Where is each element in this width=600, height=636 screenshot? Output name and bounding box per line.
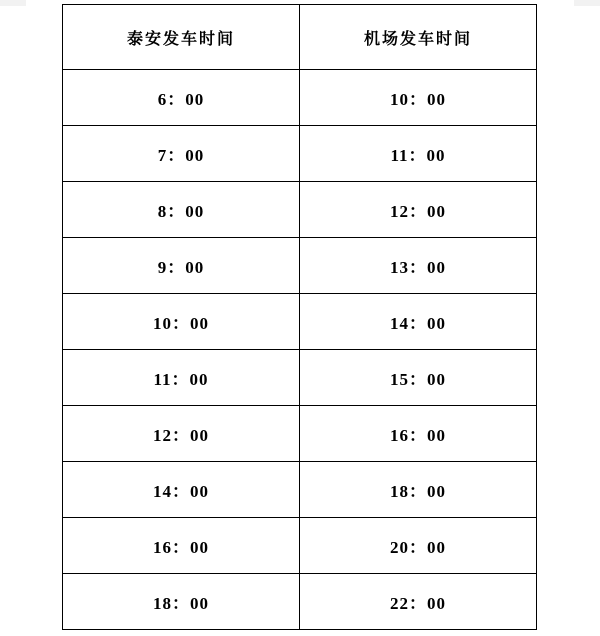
table-row	[63, 182, 537, 238]
cell-airport-time: 14：00	[300, 294, 537, 350]
cell-taian-time: 8：00	[63, 182, 300, 238]
cell-airport-time: 11：00	[300, 126, 537, 182]
cell-airport-time: 10：00	[300, 70, 537, 126]
cell-airport-time: 20：00	[300, 518, 537, 574]
cell-taian-time: 12：00	[63, 406, 300, 462]
cell-airport-time: 22：00	[300, 574, 537, 630]
page-corner-mark-left	[0, 0, 26, 6]
cell-airport-time: 15：00	[300, 350, 537, 406]
cell-taian-time: 10：00	[63, 294, 300, 350]
table-row	[63, 406, 537, 462]
cell-taian-time: 16：00	[63, 518, 300, 574]
table-row	[63, 518, 537, 574]
table-header-row	[63, 5, 537, 70]
cell-airport-time: 18：00	[300, 462, 537, 518]
cell-taian-time: 6：00	[63, 70, 300, 126]
table-row	[63, 350, 537, 406]
bus-schedule-table	[62, 4, 537, 630]
table-row	[63, 294, 537, 350]
page-corner-mark-right	[574, 0, 600, 6]
table-header	[63, 5, 537, 70]
column-header-departure-taian: 泰安发车时间	[63, 5, 300, 70]
cell-taian-time: 9：00	[63, 238, 300, 294]
cell-taian-time: 14：00	[63, 462, 300, 518]
cell-airport-time: 16：00	[300, 406, 537, 462]
cell-airport-time: 12：00	[300, 182, 537, 238]
cell-airport-time: 13：00	[300, 238, 537, 294]
table-row	[63, 238, 537, 294]
table-row	[63, 126, 537, 182]
column-header-departure-airport: 机场发车时间	[300, 5, 537, 70]
cell-taian-time: 18：00	[63, 574, 300, 630]
schedule-table-container	[62, 4, 534, 630]
cell-taian-time: 7：00	[63, 126, 300, 182]
table-body	[63, 70, 537, 630]
cell-taian-time: 11：00	[63, 350, 300, 406]
table-row	[63, 70, 537, 126]
table-row	[63, 574, 537, 630]
table-row	[63, 462, 537, 518]
